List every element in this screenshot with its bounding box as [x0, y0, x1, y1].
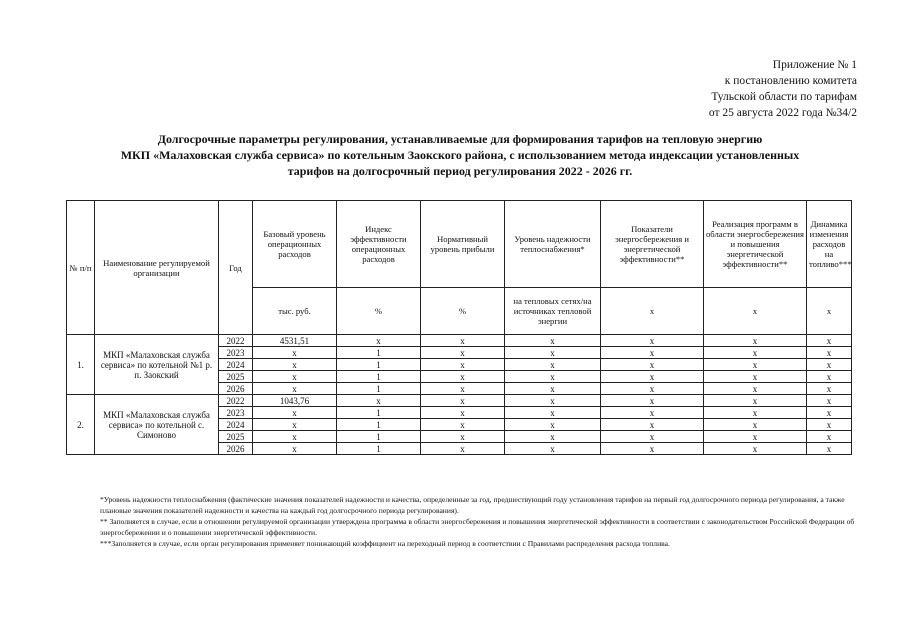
fuel-cell: х: [807, 431, 852, 443]
header-profit: Нормативный уровень прибыли: [421, 201, 505, 288]
fuel-cell: х: [807, 335, 852, 347]
table-row: [67, 395, 852, 407]
base-cell: х: [253, 431, 337, 443]
index-cell: 1: [337, 419, 421, 431]
reliability-cell: х: [505, 371, 601, 383]
fuel-cell: х: [807, 383, 852, 395]
base-cell: х: [253, 383, 337, 395]
header-num: № п/п: [67, 201, 95, 335]
unit-reliability: на тепловых сетях/на источниках тепловой энергии: [505, 288, 601, 335]
index-cell: 1: [337, 383, 421, 395]
unit-fuel: х: [807, 288, 852, 335]
header-program: Реализация программ в области энергосбережения и повышения энергетической эффективности**: [704, 201, 807, 288]
energy-cell: х: [601, 431, 704, 443]
footnote: ***Заполняется в случае, если орган регулирования применяет понижающий коэффициент на переходный период в соответствии с Правилами распределения расхода топлива.: [100, 539, 670, 548]
header-index: Индекс эффективности операционных расходов: [337, 201, 421, 288]
year-cell: 2025: [219, 431, 253, 443]
index-cell: х: [337, 335, 421, 347]
fuel-cell: х: [807, 419, 852, 431]
reliability-cell: х: [505, 347, 601, 359]
program-cell: х: [704, 335, 807, 347]
annex-line: Приложение № 1: [772, 59, 857, 71]
profit-cell: х: [421, 359, 505, 371]
header-fuel: Динамика изменения расходов на топливо***: [807, 201, 852, 288]
header-year: Год: [219, 201, 253, 335]
base-cell: 4531,51: [253, 335, 337, 347]
energy-cell: х: [601, 407, 704, 419]
footnote: ** Заполняется в случае, если в отношении регулируемой организации утверждена программа в области энергосбережения и повышения энергетической эффективности в соответствии с законодательством Российской Федерации об энергосбережении и о повышении энергетической эффективности.: [100, 517, 855, 537]
profit-cell: х: [421, 371, 505, 383]
header-base: Базовый уровень операционных расходов: [253, 201, 337, 288]
row-number: 1.: [67, 335, 95, 395]
year-cell: 2026: [219, 383, 253, 395]
annex-line: от 25 августа 2022 года №34/2: [708, 107, 857, 119]
program-cell: х: [704, 431, 807, 443]
base-cell: х: [253, 359, 337, 371]
energy-cell: х: [601, 443, 704, 455]
profit-cell: х: [421, 419, 505, 431]
base-cell: х: [253, 407, 337, 419]
profit-cell: х: [421, 407, 505, 419]
unit-index: %: [337, 288, 421, 335]
reliability-cell: х: [505, 431, 601, 443]
footnote: *Уровень надежности теплоснабжения (фактические значения показателей надежности и качества, определенные за год, предшествующий году установления тарифов на первый год долгосрочного периода регулирования, а также плановые значения показателей надежности и качества на каждый год долгосрочного периода регулирования).: [100, 495, 845, 515]
header-row: [67, 201, 852, 288]
row-number: 2.: [67, 395, 95, 455]
program-cell: х: [704, 359, 807, 371]
base-cell: х: [253, 443, 337, 455]
base-cell: х: [253, 371, 337, 383]
program-cell: х: [704, 347, 807, 359]
year-cell: 2023: [219, 407, 253, 419]
year-cell: 2026: [219, 443, 253, 455]
year-cell: 2024: [219, 359, 253, 371]
index-cell: 1: [337, 347, 421, 359]
document-title: [60, 131, 860, 179]
profit-cell: х: [421, 395, 505, 407]
base-cell: 1043,76: [253, 395, 337, 407]
parameters-table: [66, 200, 852, 455]
fuel-cell: х: [807, 443, 852, 455]
reliability-cell: х: [505, 407, 601, 419]
annex-line: Тульской области по тарифам: [711, 91, 857, 103]
year-cell: 2022: [219, 395, 253, 407]
energy-cell: х: [601, 371, 704, 383]
year-cell: 2022: [219, 335, 253, 347]
base-cell: х: [253, 347, 337, 359]
year-cell: 2024: [219, 419, 253, 431]
fuel-cell: х: [807, 359, 852, 371]
program-cell: х: [704, 395, 807, 407]
unit-base: тыс. руб.: [253, 288, 337, 335]
energy-cell: х: [601, 419, 704, 431]
index-cell: 1: [337, 443, 421, 455]
program-cell: х: [704, 371, 807, 383]
fuel-cell: х: [807, 347, 852, 359]
header-org: Наименование регулируемой организации: [95, 201, 219, 335]
index-cell: 1: [337, 407, 421, 419]
table-row: [67, 335, 852, 347]
index-cell: 1: [337, 359, 421, 371]
profit-cell: х: [421, 431, 505, 443]
profit-cell: х: [421, 443, 505, 455]
fuel-cell: х: [807, 407, 852, 419]
header-reliability: Уровень надежности теплоснабжения*: [505, 201, 601, 288]
reliability-cell: х: [505, 443, 601, 455]
energy-cell: х: [601, 395, 704, 407]
unit-energy: х: [601, 288, 704, 335]
energy-cell: х: [601, 335, 704, 347]
index-cell: 1: [337, 431, 421, 443]
index-cell: х: [337, 395, 421, 407]
energy-cell: х: [601, 347, 704, 359]
profit-cell: х: [421, 335, 505, 347]
organization-name: МКП «Малаховская служба сервиса» по котельной №1 р. п. Заокский: [95, 335, 219, 395]
reliability-cell: х: [505, 383, 601, 395]
reliability-cell: х: [505, 359, 601, 371]
program-cell: х: [704, 419, 807, 431]
footnotes: [100, 494, 870, 549]
profit-cell: х: [421, 347, 505, 359]
fuel-cell: х: [807, 395, 852, 407]
annex-line: к постановлению комитета: [724, 75, 857, 87]
reliability-cell: х: [505, 335, 601, 347]
title-line: тарифов на долгосрочный период регулирования 2022 - 2026 гг.: [287, 164, 633, 178]
index-cell: 1: [337, 371, 421, 383]
program-cell: х: [704, 383, 807, 395]
reliability-cell: х: [505, 395, 601, 407]
fuel-cell: х: [807, 371, 852, 383]
energy-cell: х: [601, 359, 704, 371]
organization-name: МКП «Малаховская служба сервиса» по котельной с. Симоново: [95, 395, 219, 455]
program-cell: х: [704, 443, 807, 455]
header-energy: Показатели энергосбережения и энергетической эффективности**: [601, 201, 704, 288]
program-cell: х: [704, 407, 807, 419]
year-cell: 2023: [219, 347, 253, 359]
title-line: МКП «Малаховская служба сервиса» по котельным Заокского района, с использованием метода индексации установленных: [120, 148, 800, 162]
base-cell: х: [253, 419, 337, 431]
energy-cell: х: [601, 383, 704, 395]
unit-program: х: [704, 288, 807, 335]
profit-cell: х: [421, 383, 505, 395]
annex-header: [709, 57, 857, 121]
year-cell: 2025: [219, 371, 253, 383]
title-line: Долгосрочные параметры регулирования, устанавливаемые для формирования тарифов на тепловую энергию: [157, 132, 763, 146]
reliability-cell: х: [505, 419, 601, 431]
unit-profit: %: [421, 288, 505, 335]
